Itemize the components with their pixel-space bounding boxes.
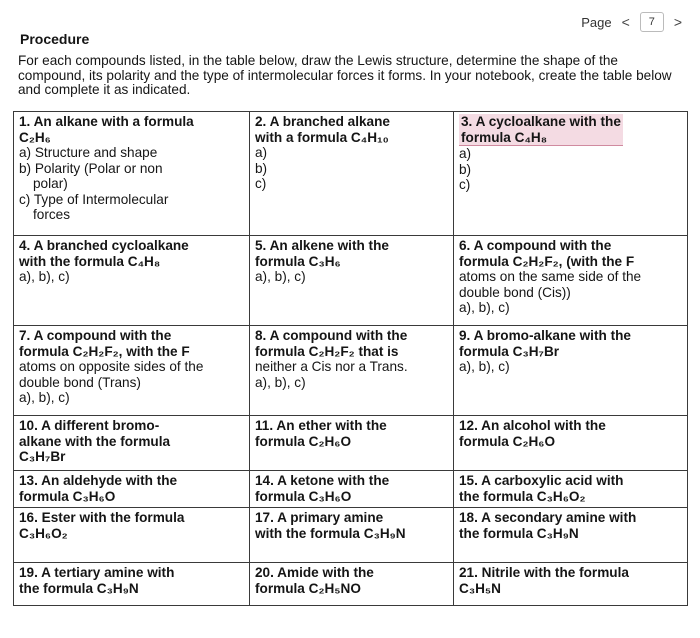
cell-title-cont: C₃H₅N [459, 580, 501, 596]
cell-13 [14, 471, 250, 508]
cell-title: 1. An alkane with a formula [19, 114, 194, 129]
cell-title-cont: formula C₄H₈ [459, 130, 623, 146]
cell-title-cont: formula C₃H₆ [255, 253, 341, 269]
cell-title: 6. A compound with the [459, 238, 612, 253]
cell-10 [14, 416, 250, 471]
compound-table [13, 111, 688, 606]
cell-4 [14, 236, 250, 326]
page-label: Page [581, 14, 612, 30]
item-b: b) [255, 160, 268, 176]
cell-title-cont: with the formula C₃H₉N [255, 525, 406, 541]
cell-title-cont: formula C₂H₅NO [255, 580, 361, 596]
cell-1 [14, 112, 250, 236]
cell-title: 18. A secondary amine with [459, 510, 637, 525]
cell-7 [14, 326, 250, 416]
cell-title: 16. Ester with the formula [19, 510, 185, 525]
cell-18 [454, 508, 688, 563]
cell-title-cont: the formula C₃H₆O₂ [459, 488, 586, 504]
cell-title-cont: with a formula C₄H₁₀ [255, 129, 389, 145]
cell-title-cont: formula C₃H₇Br [459, 343, 560, 359]
item-a: a) [255, 145, 268, 160]
item-c-cont: forces [33, 207, 71, 222]
cell-title-cont: formula C₂H₂F₂, with the F [19, 343, 190, 359]
cell-6 [454, 236, 688, 326]
table-row [14, 508, 688, 563]
cell-title-cont: C₃H₆O₂ [19, 525, 68, 541]
cell-title: 13. An aldehyde with the [19, 473, 178, 488]
cell-title-cont: formula C₂H₆O [459, 433, 556, 449]
cell-title-cont: formula C₃H₆O [255, 488, 352, 504]
cell-body: atoms on opposite sides of the double bond (Trans) [19, 359, 204, 390]
cell-3 [454, 112, 688, 236]
item-b: b) Polarity (Polar or non [19, 160, 163, 176]
cell-title-cont: with the formula C₄H₈ [19, 253, 161, 269]
cell-14 [250, 471, 454, 508]
cell-2 [250, 112, 454, 236]
procedure-heading: Procedure [20, 31, 90, 47]
intro-paragraph: For each compounds listed, in the table below, draw the Lewis structure, determine the shape of the compound, its polarity and the type of intermolecular forces it forms. In your notebook, create the table below and complete it as indicated. [18, 53, 672, 97]
cell-title-cont: the formula C₃H₉N [459, 525, 579, 541]
cell-8 [250, 326, 454, 416]
cell-title-cont: alkane with the formula [19, 433, 171, 449]
table-row [14, 112, 688, 236]
cell-19 [14, 563, 250, 606]
item-b: b) [459, 161, 472, 177]
cell-title: 7. A compound with the [19, 328, 172, 343]
items-abc: a), b), c) [459, 359, 510, 374]
item-c: c) Type of Intermolecular [19, 191, 169, 207]
page-number-field[interactable]: 7 [640, 12, 664, 32]
cell-title: 3. A cycloalkane with the [461, 114, 621, 129]
cell-title: 17. A primary amine [255, 510, 384, 525]
items-abc: a), b), c) [255, 374, 306, 390]
cell-formula: C₃H₇Br [19, 449, 66, 464]
cell-title-cont: formula C₃H₆O [19, 488, 116, 504]
cell-20 [250, 563, 454, 606]
items-abc: a), b), c) [459, 300, 510, 315]
cell-title-cont: the formula C₃H₉N [19, 580, 139, 596]
item-b-cont: polar) [33, 176, 68, 191]
table-row [14, 416, 688, 471]
table-row [14, 471, 688, 508]
cell-title: 2. A branched alkane [255, 114, 390, 129]
item-c: c) [459, 177, 471, 192]
table-row [14, 236, 688, 326]
items-abc: a), b), c) [255, 269, 306, 284]
cell-title: 12. An alcohol with the [459, 418, 606, 433]
item-a: a) [459, 146, 472, 161]
table-row [14, 563, 688, 606]
cell-21 [454, 563, 688, 606]
cell-9 [454, 326, 688, 416]
next-page-button[interactable]: > [673, 14, 682, 30]
cell-11 [250, 416, 454, 471]
items-abc: a), b), c) [19, 269, 70, 284]
cell-5 [250, 236, 454, 326]
cell-title: 8. A compound with the [255, 328, 408, 343]
cell-title: 5. An alkene with the [255, 238, 389, 253]
cell-15 [454, 471, 688, 508]
cell-title: 11. An ether with the [255, 418, 387, 433]
previous-page-button[interactable]: < [621, 14, 630, 30]
cell-title: 20. Amide with the [255, 565, 374, 580]
cell-17 [250, 508, 454, 563]
cell-title-cont: formula C₂H₆O [255, 433, 352, 449]
page-navigation [581, 12, 682, 32]
item-c: c) [255, 176, 267, 191]
items-abc: a), b), c) [19, 390, 70, 405]
cell-title: 21. Nitrile with the formula [459, 565, 629, 580]
item-a: a) Structure and shape [19, 145, 158, 160]
cell-title: 4. A branched cycloalkane [19, 238, 189, 253]
cell-body: neither a Cis nor a Trans. [255, 359, 408, 374]
cell-body: atoms on the same side of the double bond (Cis)) [459, 269, 642, 300]
cell-title: 19. A tertiary amine with [19, 565, 175, 580]
cell-title-cont: formula C₂H₂F₂, (with the F [459, 253, 635, 269]
cell-formula: C₂H₆ [19, 129, 51, 145]
cell-16 [14, 508, 250, 563]
cell-title: 10. A different bromo- [19, 418, 160, 433]
cell-title: 15. A carboxylic acid with [459, 473, 624, 488]
table-row [14, 326, 688, 416]
cell-12 [454, 416, 688, 471]
cell-title-cont: formula C₂H₂F₂ that is [255, 343, 399, 359]
highlight-annotation[interactable] [459, 114, 623, 146]
cell-title: 14. A ketone with the [255, 473, 390, 488]
cell-title: 9. A bromo-alkane with the [459, 328, 631, 343]
